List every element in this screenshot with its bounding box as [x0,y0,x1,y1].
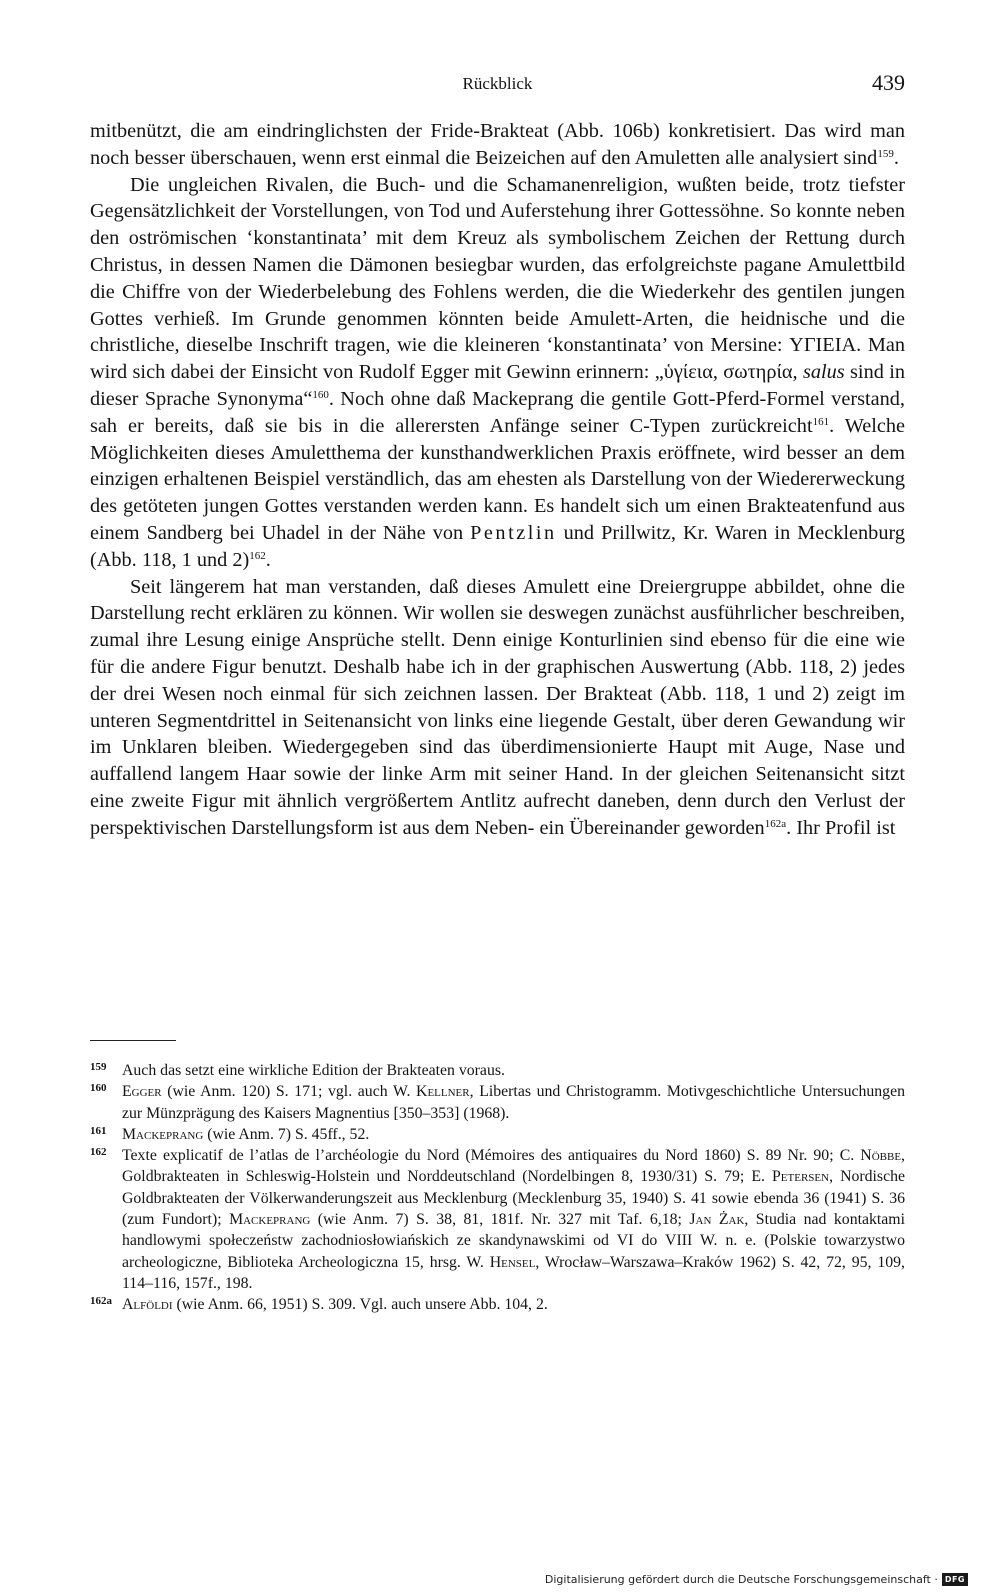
author-name: Mackeprang [122,1125,204,1143]
credit-text: Digitalisierung gefördert durch die Deutsche Forschungsgemeinschaft · [544,1573,938,1586]
page-number: 439 [872,70,905,95]
footnotes [90,1060,905,1316]
footnote-separator [90,1040,176,1041]
footnote-161: 161 Mackeprang (wie Anm. 7) S. 45ff., 52. [90,1124,905,1145]
footnote-mark: 159 [90,1061,107,1073]
main-text [90,118,905,842]
footnote-ref-162[interactable]: 162 [249,549,266,562]
footnote-ref-160[interactable]: 160 [312,388,329,401]
running-head: Rückblick [462,74,533,93]
footnote-ref-161[interactable]: 161 [812,415,830,428]
author-name: Alföldi [122,1296,173,1314]
footnote-ref-159[interactable]: 159 [877,147,894,160]
footnote-162a: 162a Alföldi (wie Anm. 66, 1951) S. 309. Vgl. auch unsere Abb. 104, 2. [90,1294,905,1315]
footnote-162: 162 Texte explicatif de l’atlas de l’archéologie du Nord (Mémoires des antiquaires du Nord 1860) S. 89 Nr. 90; C. Nöbbe, Goldbrakteaten in Schleswig-Holstein und Norddeutschland (Nordelbingen 8, 1930/31) S. 79; E. Petersen, Nordische Goldbrakteaten der Völkerwanderungszeit aus Mecklenburg (Mecklenburg 35, 1940) S. 41 sowie ebenda 36 (1941) S. 36 (zum Fundort); Mackeprang (wie Anm. 7) S. 38, 81, 181f. Nr. 327 mit Taf. 6,18; Jan Żak, Studia nad kontaktami handlowymi społeczeństw zachodniosłowiańskich ze skandynawskimi od VI do VIII W. n. e. (Polskie towarzystwo archeologiczne, Biblioteka Archeologiczna 15, hrsg. W. Hensel, Wrocław–Warszawa–Kraków 1962) S. 42, 72, 95, 109, 114–116, 157f., 198. [90,1145,905,1294]
author-name: Mackeprang [229,1211,311,1229]
author-name: Egger [122,1083,162,1101]
dfg-logo-icon: DFG [942,1573,968,1586]
footnote-160: 160 Egger (wie Anm. 120) S. 171; vgl. auch W. Kellner, Libertas und Christogramm. Motivgeschichtliche Untersuchungen zur Münzprägung des Kaisers Magnentius [350–353] (1968). [90,1081,905,1124]
spaced-place-name: Pentzlin [470,521,557,544]
paragraph-2: Die ungleichen Rivalen, die Buch- und die Schamanenreligion, wußten beide, trotz tiefster Gegensätzlichkeit der Vorstellungen, von Tod und Auferstehung ihrer Gottessöhne. So konnte neben den oströmischen ‘konstantinata’ mit dem Kreuz als symbolischem Zeichen der Rettung durch Christus, in dessen Namen die Dämonen besiegbar wurden, das erfolgreichste pagane Amulettbild die Chiffre von der Wiederbelebung des Fohlens werden, die die Wiederkehr des gentilen jungen Gottes verhieß. Im Grunde genommen könnten beide Amulett-Arten, die heidnische und die christliche, dieselbe Inschrift tragen, wie die kleineren ‘konstantinata’ von Mersine: ΥΓΙΕΙΑ. Man wird sich dabei der Einsicht von Rudolf Egger mit Gewinn erinnern: „ὑγίεια, σωτηρία, salus sind in dieser Sprache Synonyma“$^{160}$. Noch ohne daß Mackeprang die gentile Gott-Pferd-Formel verstand, sah er bereits, daß sie bis in die allerersten Anfänge seiner C-Typen zurückreicht$^{161}$. Welche Möglichkeiten dieses Amuletthema der kunsthandwerklichen Praxis eröffnete, wird besser an dem einzigen erhaltenen Beispiel verständlich, das am ehesten als Darstellung von der Wiedererweckung des getöteten jungen Gottes verstanden werden kann. Es handelt sich um einen Brakteatenfund aus einem Sandberg bei Uhadel in der Nähe von Pentzlin und Prillwitz, Kr. Waren in Mecklenburg (Abb. 118, 1 und 2)$^{162}$. [90,173,905,571]
digitization-credit [545,1573,968,1586]
author-name: Jan Żak [689,1211,745,1229]
author-name: Hensel [489,1253,536,1271]
footnote-mark: 162 [90,1146,107,1159]
paragraph-3: Seit längerem hat man verstanden, daß dieses Amulett eine Dreiergruppe abbildet, ohne die Darstellung recht erklären zu können. Wir wollen sie deswegen zunächst ausführlicher beschreiben, zumal ihre Lesung einige Ansprüche stellt. Denn einige Konturlinien sind ebenso für die eine wie für die andere Figur benutzt. Deshalb habe ich in der graphischen Auswertung (Abb. 118, 2) jedes der drei Wesen noch einmal für sich zeichnen lassen. Der Brakteat (Abb. 118, 1 und 2) zeigt im unteren Segmentdrittel in Seitenansicht von links eine liegende Gestalt, über deren Gewandung wir im Unklaren bleiben. Wiedergegeben sind das überdimensionierte Haupt mit Auge, Nase und auffallend langem Haar sowie der linke Arm mit seiner Hand. In der gleichen Seitenansicht sitzt eine zweite Figur mit ähnlich vergrößertem Antlitz aufrecht daneben, denn durch den Verlust der perspektivischen Darstellungsform ist aus dem Neben- ein Übereinander geworden$^{162a}$. Ihr Profil ist [90,575,905,839]
footnote-mark: 161 [90,1124,107,1137]
author-name: Petersen [772,1168,830,1186]
paragraph-1: mitbenützt, die am eindringlichsten der Fride-Brakteat (Abb. 106b) konkretisiert. Das wird man noch besser überschauen, wenn erst einmal die Beizeichen auf den Amuletten alle analysiert sind$^{159}$. [90,120,905,169]
footnote-159: 159 Auch das setzt eine wirkliche Edition der Brakteaten voraus. [90,1060,905,1081]
author-name: Kellner [416,1083,470,1101]
footnote-mark: 160 [90,1082,107,1095]
italic-salus: salus [802,361,845,384]
footnote-mark: 162a [90,1295,112,1308]
footnote-ref-162a[interactable]: 162a [764,817,787,830]
page-header [90,70,905,104]
author-name: Nöbbe [860,1147,902,1165]
